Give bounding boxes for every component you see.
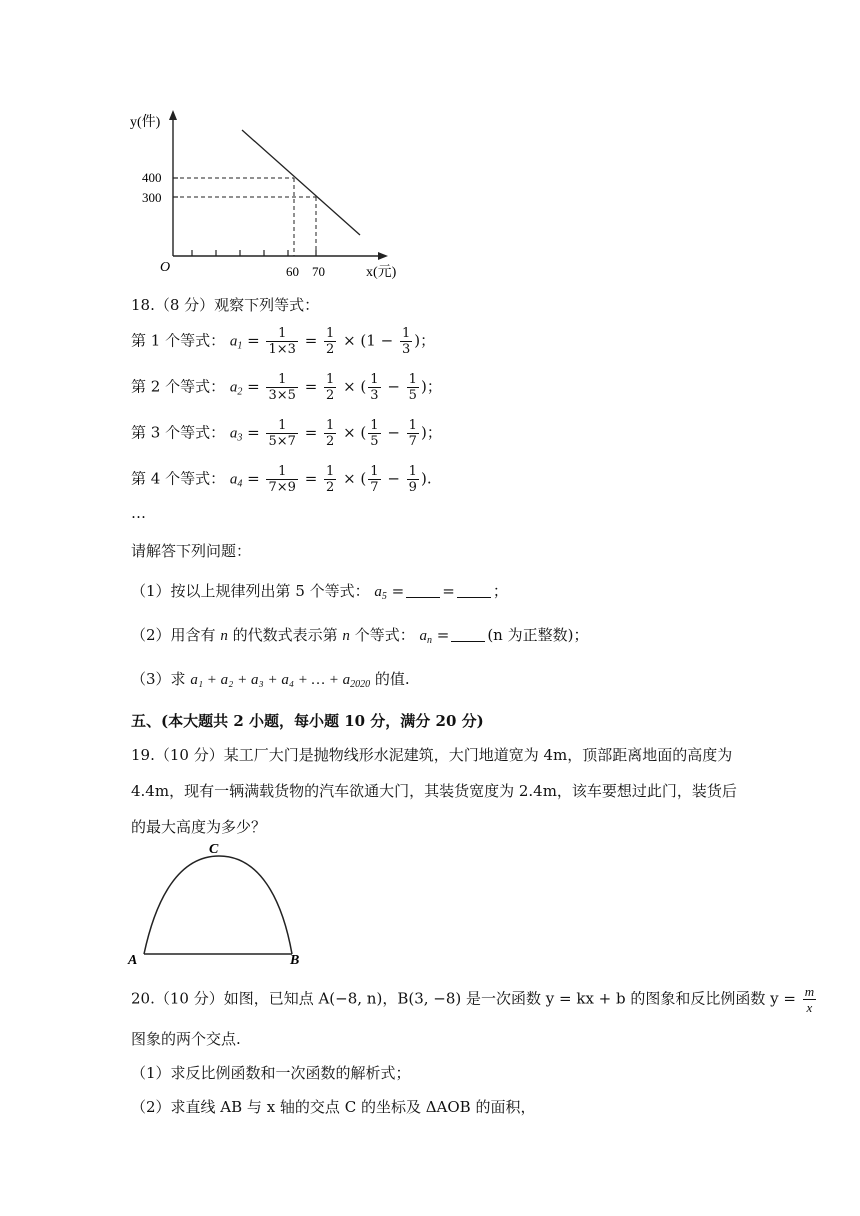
x-axis-arrow (378, 252, 388, 260)
q18-equation-3: 第 3 个等式： $a_3$ = $\frac{1}{5\times 7}$ = $\frac{1}{2}$ × ( $\frac{1}{5}$ − $\frac{1}{7}$ )； (131, 418, 442, 449)
point-c-label: C (209, 842, 219, 857)
q20-part-2: （2）求直线 AB 与 x 轴的交点 C 的坐标及 ΔAOB 的面积， (131, 1098, 536, 1116)
y-axis-arrow (169, 110, 177, 120)
answer-blank (406, 583, 440, 598)
origin-label: O (160, 260, 171, 275)
q18-equation-4: 第 4 个等式： $a_4$ = $\frac{1}{7\times 9}$ = $\frac{1}{2}$ × ( $\frac{1}{7}$ − $\frac{1}{9}$ ). (131, 464, 432, 495)
x-tick-60: 60 (286, 264, 299, 279)
y-tick-300: 300 (142, 190, 162, 205)
q19-line-2: 4.4m，现有一辆满载货物的汽车欲通大门，其装货宽度为 2.4m，该车要想过此门，装货后 (131, 782, 737, 800)
q20-line-2: 图象的两个交点. (131, 1030, 241, 1048)
x-axis-label: x(元) (366, 265, 397, 280)
q18-title: 18.（8 分）观察下列等式： (131, 296, 320, 314)
q18-part-1: （1）按以上规律列出第 5 个等式： $a_5$ = = ； (131, 582, 508, 602)
y-tick-400: 400 (142, 170, 162, 185)
q18-part-2: （2）用含有 n 的代数式表示第 n 个等式： $a_n = (n$ 为正整数)； (131, 626, 589, 646)
q19-line-3: 的最大高度为多少？ (131, 818, 267, 836)
q18-ellipsis: … (131, 504, 146, 522)
parabola-arc (144, 856, 292, 954)
point-b-label: B (290, 953, 300, 968)
answer-blank (451, 627, 485, 642)
q18-prompt: 请解答下列问题： (131, 542, 252, 560)
section-5-heading: 五、(本大题共 2 小题，每小题 10 分，满分 20 分) (131, 712, 484, 730)
parabola-gate-figure (124, 838, 314, 970)
q18-equation-2: 第 2 个等式： $a_2$ = $\frac{1}{3\times 5}$ = $\frac{1}{2}$ × ( $\frac{1}{3}$ − $\frac{1}{5}$ )； (131, 372, 442, 403)
q20-part-1: （1）求反比例函数和一次函数的解析式； (131, 1064, 411, 1082)
answer-blank (457, 583, 491, 598)
point-a-label: A (128, 953, 138, 968)
demand-line (242, 130, 360, 235)
q20-line-1: 20.（10 分）如图，已知点 A(−8, n)，B(3, −8) 是一次函数 y = kx + b 的图象和反比例函数 y = $\frac{m}{x}$ (131, 984, 815, 1015)
q18-part-3: （3）求 a₁ + a₂ + a₃ + a₄ + … + $a_{2020}$ 的值. (131, 670, 410, 690)
dashed-guides (173, 178, 316, 256)
x-tick-marks (192, 250, 316, 256)
y-axis-label: y(件) (130, 115, 161, 130)
q19-line-1: 19.（10 分）某工厂大门是抛物线形水泥建筑，大门地道宽为 4m，顶部距离地面的高度为 (131, 746, 733, 764)
q18-equation-1: 第 1 个等式： $a_1$ = $\frac{1}{1\times 3}$ = $\frac{1}{2}$ × (1 − $\frac{1}{3}$ )； (131, 326, 436, 357)
price-quantity-graph (120, 108, 420, 283)
x-tick-70: 70 (312, 264, 325, 279)
